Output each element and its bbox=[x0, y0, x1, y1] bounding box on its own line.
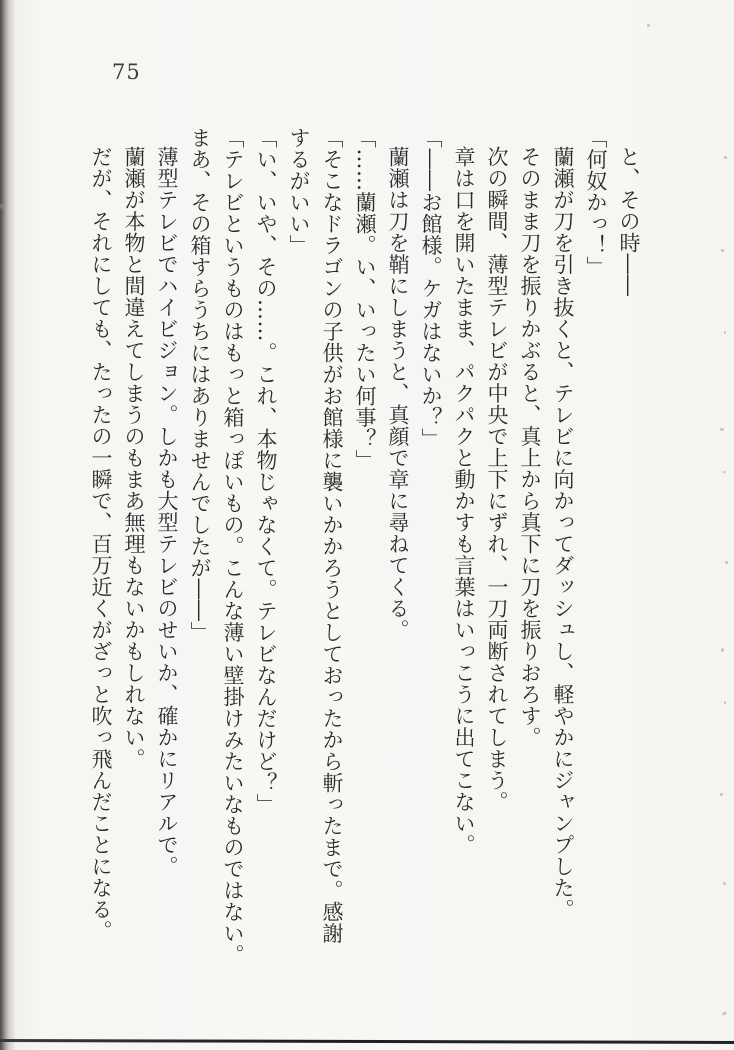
scan-speck bbox=[0, 204, 3, 209]
text-line: 蘭瀬が刀を引き抜くと、テレビに向かってダッシュし、軽やかにジャンプした。 bbox=[551, 146, 575, 920]
scan-speck bbox=[725, 561, 728, 564]
text-line: するがいい」 bbox=[287, 127, 311, 256]
scan-speck bbox=[721, 648, 724, 652]
page-gutter-shadow bbox=[0, 0, 16, 1050]
body-text bbox=[84, 127, 645, 966]
text-line: 「そこなドラゴンの子供がお館様に襲いかかろうとしておったから斬ったまで。感謝 bbox=[320, 127, 344, 944]
text-line: そのまま刀を振りかぶると、真上から真下に刀を振りおろす。 bbox=[518, 146, 542, 748]
scan-speck bbox=[723, 882, 726, 885]
text-line: 蘭瀬は刀を鞘にしまうと、真顔で章に尋ねてくる。 bbox=[386, 146, 410, 641]
text-line: 「――お館様。ケガはないか？」 bbox=[419, 127, 443, 450]
scan-speck bbox=[722, 1011, 728, 1016]
scan-speck bbox=[724, 701, 726, 704]
page-bottom-edge bbox=[0, 1039, 734, 1044]
text-line: 「い、いや、その……。これ、本物じゃなくて。テレビなんだけど？」 bbox=[254, 127, 278, 815]
text-line: 「テレビというものはもっと箱っぽいもの。こんな薄い壁掛けみたいなものではない。 bbox=[221, 127, 245, 966]
text-line: と、その時―― bbox=[617, 146, 641, 297]
scan-speck bbox=[724, 331, 726, 334]
text-line: 「……蘭瀬。い、いったい何事？」 bbox=[353, 127, 377, 471]
text-line: 薄型テレビでハイビジョン。しかも大型テレビのせいか、確かにリアルで。 bbox=[155, 146, 179, 877]
scan-speck bbox=[723, 471, 726, 473]
text-line: まあ、その箱すらうちにはありませんでしたが――」 bbox=[188, 127, 212, 643]
scan-speck bbox=[721, 249, 724, 252]
scan-speck bbox=[720, 793, 723, 796]
scan-speck bbox=[720, 428, 724, 431]
scan-speck bbox=[724, 156, 727, 159]
scan-speck bbox=[647, 24, 650, 27]
text-line: 次の瞬間、薄型テレビが中央で上下にずれ、一刀両断されてしまう。 bbox=[485, 146, 509, 813]
text-line: だが、それにしても、たったの一瞬で、百万近くがざっと吹っ飛んだことになる。 bbox=[89, 146, 113, 942]
page-number: 75 bbox=[112, 60, 141, 84]
text-line: 「何奴かっ！」 bbox=[584, 127, 608, 278]
text-line: 蘭瀬が本物と間違えてしまうのもまあ無理もないかもしれない。 bbox=[122, 146, 146, 770]
text-line: 章は口を開いたまま、パクパクと動かすも言葉はいっこうに出てこない。 bbox=[452, 146, 476, 856]
